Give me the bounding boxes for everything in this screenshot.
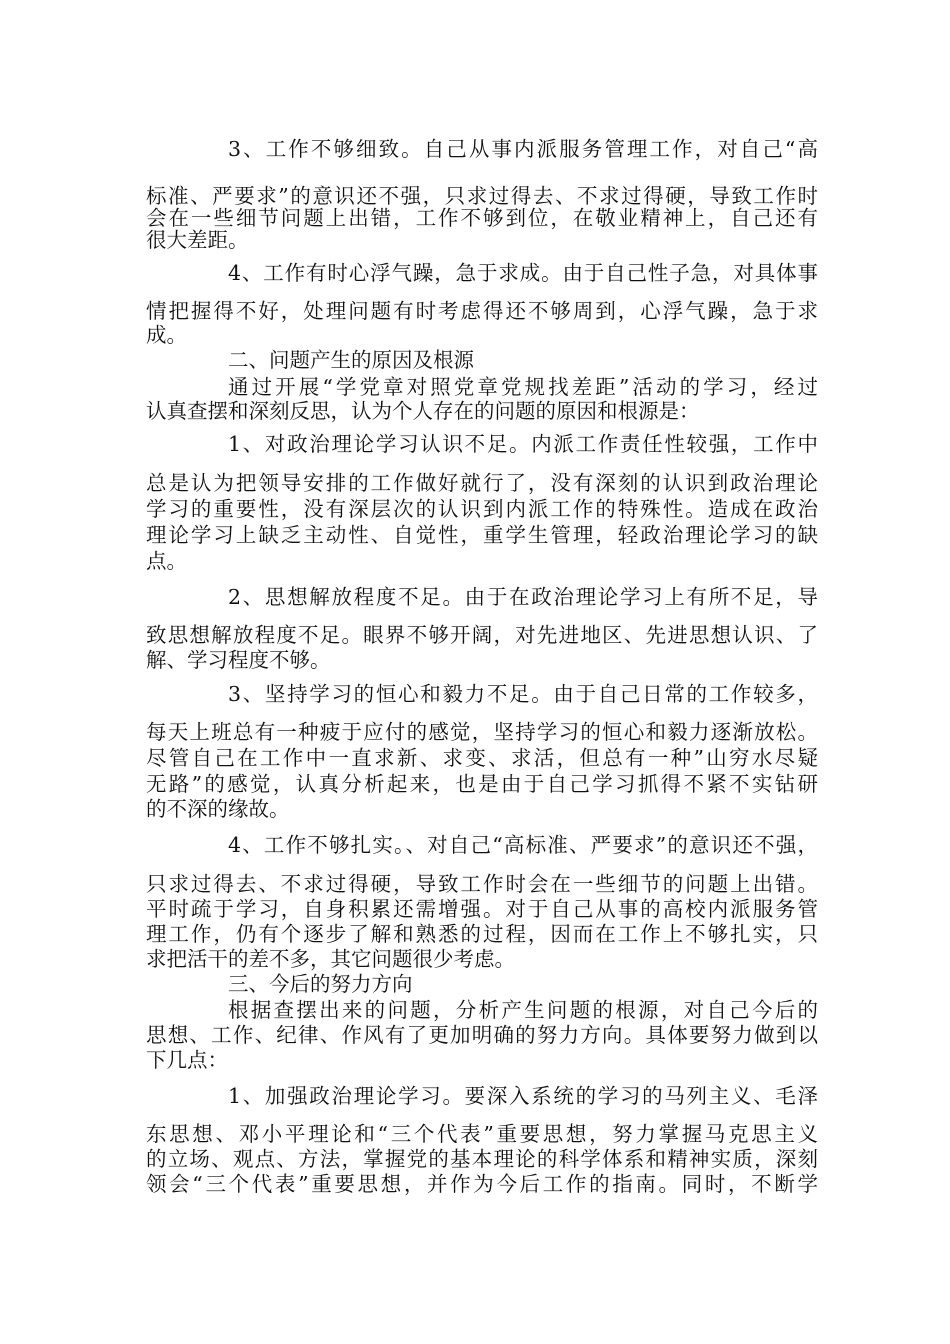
- section-heading: 二、问题产生的原因及根源: [228, 348, 474, 372]
- paragraph-line: 东思想、邓小平理论和“三个代表”重要思想，努力掌握马克思主义: [146, 1122, 818, 1146]
- paragraph-line: 理论学习上缺乏主动性、自觉性，重学生管理，轻政治理论学习的缺: [146, 523, 818, 547]
- paragraph-line: 学习的重要性，没有深层次的认识到内派工作的特殊性。造成在政治: [146, 497, 818, 521]
- paragraph-line: 3、工作不够细致。自己从事内派服务管理工作，对自己“高: [228, 137, 818, 161]
- paragraph-line: 通过开展“学党章对照党章党规找差距”活动的学习，经过: [228, 375, 818, 399]
- paragraph-line: 2、思想解放程度不足。由于在政治理论学习上有所不足，导: [228, 585, 818, 609]
- section-heading: 三、今后的努力方向: [228, 972, 413, 996]
- paragraph-line: 求把活干的差不多，其它问题很少考虑。: [146, 947, 515, 971]
- paragraph-line: 思想、工作、纪律、作风有了更加明确的努力方向。具体要努力做到以: [146, 1023, 818, 1047]
- paragraph-line: 1、加强政治理论学习。要深入系统的学习的马列主义、毛泽: [228, 1084, 818, 1108]
- paragraph-line: 认真查摆和深刻反思，认为个人存在的问题的原因和根源是：: [146, 399, 700, 423]
- paragraph-line: 的立场、观点、方法，掌握党的基本理论的科学体系和精神实质，深刻: [146, 1147, 818, 1171]
- paragraph-line: 每天上班总有一种疲于应付的感觉，坚持学习的恒心和毅力逐渐放松。: [146, 720, 818, 744]
- paragraph-line: 会在一些细节问题上出错，工作不够到位，在敬业精神上，自己还有: [146, 206, 818, 230]
- paragraph-line: 成。: [146, 323, 187, 347]
- paragraph-line: 尽管自己在工作中一直求新、求变、求活，但总有一种”山穷水尽疑: [146, 746, 818, 770]
- paragraph-line: 理工作，仍有个逐步了解和熟悉的过程，因而在工作上不够扎实，只: [146, 922, 818, 946]
- paragraph-line: 点。: [146, 549, 187, 573]
- paragraph-line: 解、学习程度不够。: [146, 648, 331, 672]
- paragraph-line: 无路”的感觉，认真分析起来，也是由于自己学习抓得不紧不实钻研: [146, 772, 818, 796]
- paragraph-line: 4、工作有时心浮气躁，急于求成。由于自己性子急，对具体事: [228, 261, 818, 285]
- paragraph-line: 总是认为把领导安排的工作做好就行了，没有深刻的认识到政治理论: [146, 471, 818, 495]
- paragraph-line: 领会“三个代表”重要思想，并作为今后工作的指南。同时，不断学: [146, 1172, 818, 1196]
- paragraph-line: 1、对政治理论学习认识不足。内派工作责任性较强，工作中: [228, 432, 818, 456]
- paragraph-line: 根据查摆出来的问题，分析产生问题的根源，对自己今后的: [228, 998, 818, 1022]
- paragraph-line: 3、坚持学习的恒心和毅力不足。由于自己日常的工作较多，: [228, 682, 818, 706]
- paragraph-line: 的不深的缘故。: [146, 797, 290, 821]
- paragraph-line: 致思想解放程度不足。眼界不够开阔，对先进地区、先进思想认识、了: [146, 623, 818, 647]
- paragraph-line: 标准、严要求”的意识还不强，只求过得去、不求过得硬，导致工作时: [146, 184, 818, 208]
- paragraph-line: 只求过得去、不求过得硬，导致工作时会在一些细节的问题上出错。: [146, 872, 818, 896]
- paragraph-line: 很大差距。: [146, 228, 249, 252]
- paragraph-line: 4、工作不够扎实。、对自己“高标准、严要求”的意识还不强，: [228, 833, 818, 857]
- paragraph-line: 情把握得不好，处理问题有时考虑得还不够周到，心浮气躁，急于求: [146, 299, 818, 323]
- paragraph-line: 下几点：: [146, 1048, 228, 1072]
- paragraph-line: 平时疏于学习，自身积累还需增强。对于自己从事的高校内派服务管: [146, 897, 818, 921]
